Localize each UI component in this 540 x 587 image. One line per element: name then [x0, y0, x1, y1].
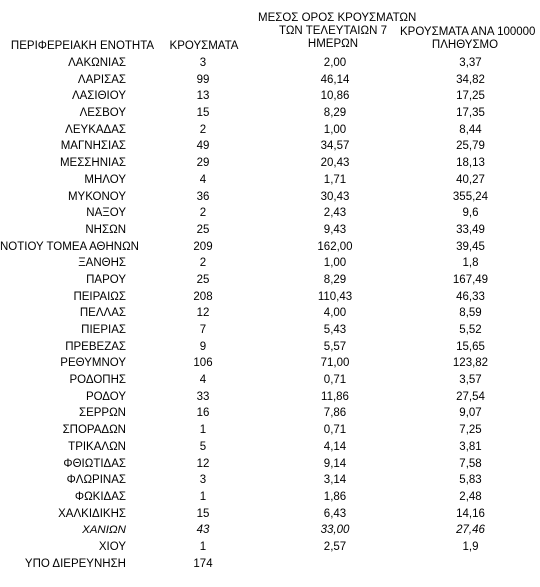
- cell-region: ΛΕΣΒΟΥ: [79, 107, 126, 120]
- table-row: [0, 322, 540, 339]
- cell-cases: 4: [199, 173, 207, 186]
- cell-per100k: 1,9: [462, 540, 479, 553]
- cell-per100k: 2,48: [459, 490, 482, 503]
- cell-per100k: 9,6: [462, 207, 479, 220]
- cell-per100k: 40,27: [456, 173, 485, 186]
- table-row: [0, 155, 540, 172]
- cell-avg: 8,29: [323, 273, 347, 286]
- table-row: [0, 422, 540, 439]
- cell-avg: 1,86: [323, 490, 347, 503]
- table-row: [0, 138, 540, 155]
- cell-region: ΜΥΚΟΝΟΥ: [67, 190, 126, 203]
- cell-per100k: 8,59: [459, 307, 482, 320]
- table-row: [0, 539, 540, 556]
- cell-region: ΡΟΔΟΥ: [85, 390, 126, 403]
- table-row: [0, 122, 540, 139]
- table-row: [0, 506, 540, 523]
- cell-avg: 9,14: [323, 457, 347, 470]
- cell-cases: 7: [199, 324, 207, 336]
- cell-cases: 4: [199, 374, 207, 387]
- cell-avg: 5,57: [323, 340, 347, 353]
- cell-per100k: 1,8: [462, 257, 479, 270]
- cell-avg: 20,43: [320, 157, 350, 170]
- cell-avg: 5,43: [323, 324, 347, 336]
- cell-region: ΝΟΤΙΟΥ ΤΟΜΕΑ ΑΘΗΝΩΝ: [0, 240, 139, 253]
- table-row: [0, 372, 540, 389]
- header-cases: ΚΡΟΥΣΜΑΤΑ: [169, 40, 239, 52]
- cell-region: ΠΙΕΡΙΑΣ: [81, 324, 126, 336]
- cell-cases: 36: [196, 190, 210, 203]
- cell-per100k: 355,24: [452, 190, 489, 203]
- cell-region: ΡΟΔΟΠΗΣ: [69, 374, 126, 387]
- cell-region: ΧΑΛΚΙΔΙΚΗΣ: [58, 507, 126, 520]
- cell-region: ΛΑΡΙΣΑΣ: [77, 73, 126, 86]
- cell-avg: 71,00: [320, 357, 350, 370]
- cell-cases: 9: [199, 340, 207, 353]
- cell-cases: 15: [196, 507, 210, 520]
- cell-region: ΤΡΙΚΑΛΩΝ: [68, 440, 126, 453]
- cell-cases: 29: [196, 157, 210, 170]
- cell-per100k: 39,45: [456, 240, 485, 253]
- cell-cases: 2: [199, 123, 207, 136]
- cell-per100k: 34,82: [456, 73, 485, 86]
- cell-avg: 7,86: [323, 407, 347, 420]
- table-row: [0, 172, 540, 189]
- cell-per100k: 18,13: [456, 157, 485, 170]
- header-per-100k: [400, 26, 536, 52]
- table-row: [0, 556, 540, 573]
- cell-cases: 1: [199, 490, 207, 503]
- cell-avg: 2,57: [323, 540, 347, 553]
- cell-per100k: 17,25: [456, 90, 485, 103]
- cell-per100k: 33,49: [456, 223, 485, 236]
- cell-region: ΦΩΚΙΔΑΣ: [74, 490, 126, 503]
- cell-region: ΦΛΩΡΙΝΑΣ: [66, 474, 126, 487]
- cell-avg: 11,86: [321, 390, 349, 403]
- cell-avg: 0,71: [323, 374, 347, 387]
- cell-region: ΥΠΟ ΔΙΕΡΕΥΝΗΣΗ: [24, 557, 126, 570]
- table-row: [0, 272, 540, 289]
- table-body: [0, 55, 540, 572]
- cell-avg: 110,43: [317, 290, 353, 303]
- cell-cases: 2: [199, 207, 207, 220]
- table-row: [0, 489, 540, 506]
- cell-cases: 174: [193, 557, 213, 570]
- cell-region: ΛΑΚΩΝΙΑΣ: [68, 57, 126, 69]
- cell-cases: 33: [196, 390, 210, 403]
- table-row: [0, 222, 540, 239]
- cell-region: ΝΗΣΩΝ: [85, 223, 126, 236]
- cell-region: ΡΕΘΥΜΝΟΥ: [60, 357, 126, 370]
- cell-avg: 30,43: [320, 190, 350, 203]
- cell-cases: 49: [196, 140, 210, 153]
- cell-region: ΛΑΣΙΘΙΟΥ: [71, 90, 126, 103]
- cell-cases: 25: [196, 223, 210, 236]
- cell-cases: 2: [199, 257, 207, 270]
- cell-per100k: 5,52: [459, 324, 482, 336]
- cell-cases: 1: [199, 424, 207, 437]
- header-avg-line-3: ΗΜΕΡΩΝ: [307, 38, 359, 50]
- cell-cases: 3: [199, 474, 207, 487]
- header-per-line-1: ΚΡΟΥΣΜΑΤΑ ΑΝΑ 100000: [400, 26, 536, 38]
- table-row: [0, 389, 540, 406]
- cell-cases: 43: [196, 524, 210, 537]
- cell-cases: 12: [196, 307, 210, 320]
- cell-avg: 1,00: [323, 123, 347, 136]
- table-row: [0, 456, 540, 473]
- cell-region: ΧΙΟΥ: [98, 540, 126, 553]
- table-row: [0, 405, 540, 422]
- cell-region: ΣΕΡΡΩΝ: [78, 407, 126, 420]
- cell-per100k: 3,37: [459, 57, 482, 69]
- cell-region: ΠΡΕΒΕΖΑΣ: [65, 340, 126, 353]
- table-row: [0, 189, 540, 206]
- cell-cases: 25: [196, 273, 210, 286]
- table-row: [0, 88, 540, 105]
- table-row: [0, 72, 540, 89]
- cell-avg: 8,29: [323, 107, 347, 120]
- header-avg-7-days: [258, 12, 417, 51]
- cell-per100k: 123,82: [452, 357, 489, 370]
- cell-region: ΦΘΙΩΤΙΔΑΣ: [63, 457, 126, 470]
- cell-avg: 4,14: [323, 440, 347, 453]
- table-row: [0, 239, 540, 256]
- cell-per100k: 7,58: [459, 457, 482, 470]
- cell-per100k: 167,49: [452, 273, 489, 286]
- cell-region: ΛΕΥΚΑΔΑΣ: [65, 123, 126, 136]
- cell-region: ΜΗΛΟΥ: [84, 173, 126, 186]
- cell-avg: 3,14: [323, 474, 347, 487]
- cell-avg: 2,43: [323, 207, 347, 220]
- table-row: [0, 305, 540, 322]
- cell-avg: 4,00: [323, 307, 347, 320]
- cell-avg: 46,14: [320, 73, 350, 86]
- header-avg-line-1: ΜΕΣΟΣ ΟΡΟΣ ΚΡΟΥΣΜΑΤΩΝ: [258, 12, 417, 24]
- header-per-line-2: ΠΛΗΘΥΣΜΟ: [431, 39, 499, 51]
- table-row: [0, 522, 540, 539]
- table-row: [0, 255, 540, 272]
- cell-avg: 1,71: [323, 173, 347, 186]
- cell-avg: 0,71: [323, 424, 347, 437]
- cell-cases: 209: [193, 240, 213, 253]
- cell-cases: 208: [193, 290, 213, 303]
- cell-cases: 1: [199, 540, 207, 553]
- cell-cases: 5: [199, 440, 207, 453]
- cell-per100k: 5,83: [459, 474, 482, 487]
- cell-region: ΞΑΝΘΗΣ: [78, 257, 126, 270]
- cell-avg: 1,00: [323, 257, 347, 270]
- cell-per100k: 7,25: [459, 424, 482, 437]
- cell-per100k: 3,57: [459, 374, 482, 387]
- cell-per100k: 46,33: [456, 290, 485, 303]
- table-row: [0, 339, 540, 356]
- cell-per100k: 8,44: [459, 123, 482, 136]
- cell-cases: 99: [196, 73, 210, 86]
- cell-region: ΜΕΣΣΗΝΙΑΣ: [59, 157, 126, 170]
- cell-region: ΠΑΡΟΥ: [86, 273, 126, 286]
- header-avg-line-2: ΤΩΝ ΤΕΛΕΥΤΑΙΩΝ 7: [279, 25, 387, 37]
- cell-region: ΧΑΝΙΩΝ: [82, 524, 126, 537]
- cell-region: ΝΑΞΟΥ: [86, 207, 126, 220]
- cell-avg: 162,00: [317, 240, 353, 253]
- cell-avg: 2,00: [323, 57, 347, 69]
- cell-avg: 33,00: [320, 524, 350, 537]
- cell-per100k: 3,81: [459, 440, 482, 453]
- cell-region: ΜΑΓΝΗΣΙΑΣ: [60, 140, 126, 153]
- cell-per100k: 17,35: [456, 107, 485, 120]
- cell-region: ΠΕΛΛΑΣ: [79, 307, 126, 320]
- cell-per100k: 27,46: [456, 524, 485, 537]
- cell-region: ΠΕΙΡΑΙΩΣ: [73, 290, 126, 303]
- cell-per100k: 27,54: [456, 390, 485, 403]
- cell-cases: 106: [193, 357, 213, 370]
- table-row: [0, 105, 540, 122]
- table-row: [0, 439, 540, 456]
- cell-cases: 12: [196, 457, 210, 470]
- cell-cases: 15: [196, 107, 210, 120]
- cell-per100k: 25,79: [456, 140, 485, 153]
- cell-cases: 3: [199, 57, 207, 69]
- table-row: [0, 289, 540, 306]
- cell-cases: 16: [196, 407, 210, 420]
- cell-per100k: 14,16: [456, 507, 485, 520]
- cell-avg: 9,43: [323, 223, 347, 236]
- header-region: ΠΕΡΙΦΕΡΕΙΑΚΗ ΕΝΟΤΗΤΑ: [10, 40, 155, 52]
- cell-avg: 34,57: [320, 140, 350, 153]
- table-row: [0, 55, 540, 72]
- cell-per100k: 15,65: [456, 340, 485, 353]
- table-row: [0, 472, 540, 489]
- cell-avg: 6,43: [323, 507, 347, 520]
- cell-per100k: 9,07: [459, 407, 482, 420]
- table-row: [0, 355, 540, 372]
- cell-avg: 10,86: [320, 90, 350, 103]
- cell-cases: 13: [196, 90, 210, 103]
- table-row: [0, 205, 540, 222]
- cell-region: ΣΠΟΡΑΔΩΝ: [62, 424, 126, 437]
